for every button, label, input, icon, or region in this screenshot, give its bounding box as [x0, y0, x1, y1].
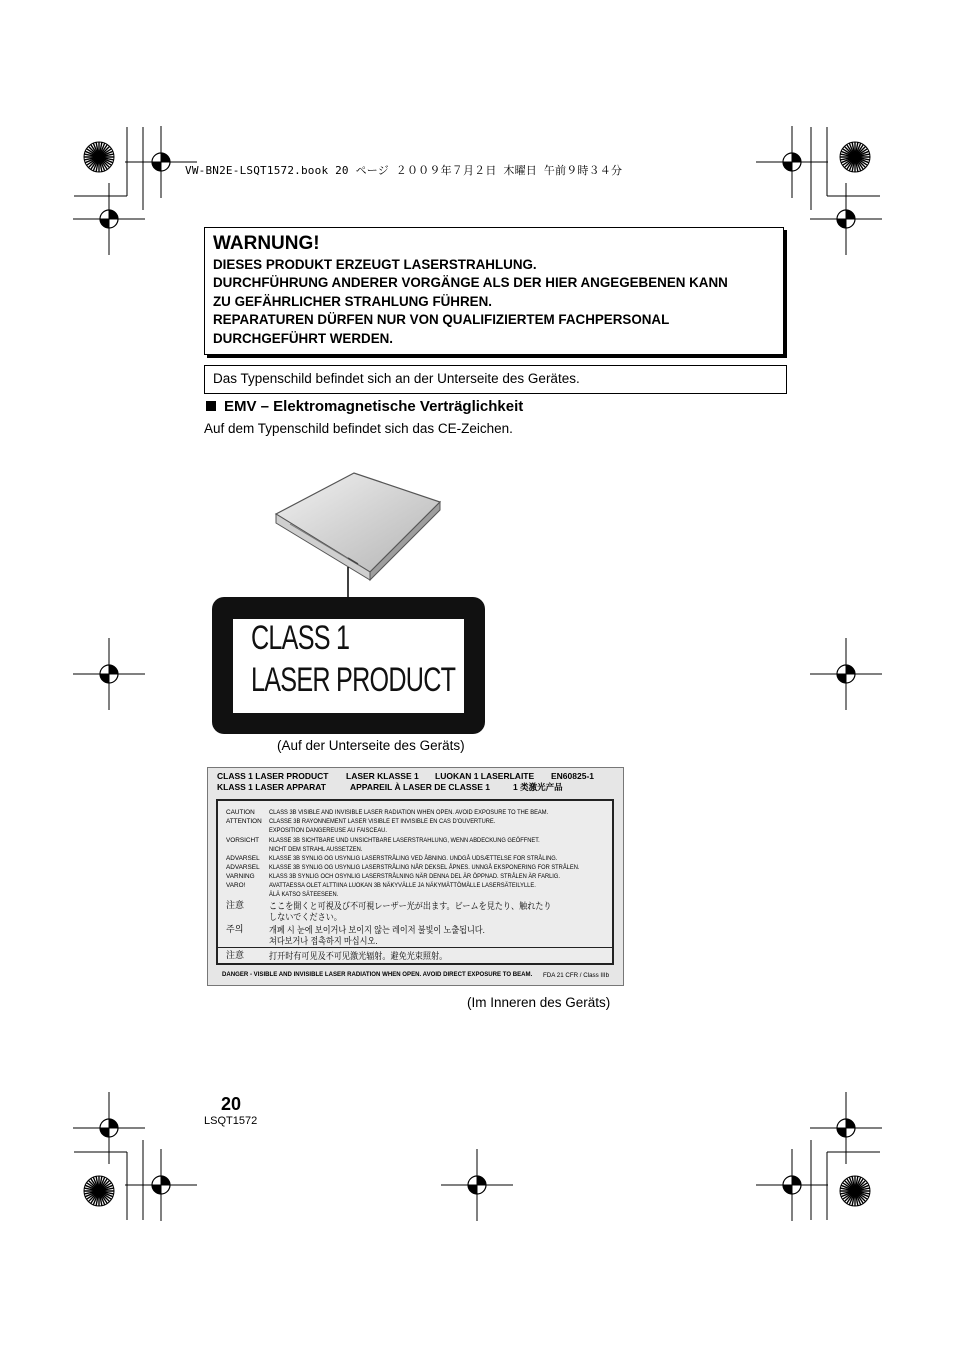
laser-class-line1: CLASS 1 — [251, 619, 350, 657]
sticker-row-korean: 주의 개폐 시 눈에 보이거나 보이지 않는 레이저 불빛이 노출됩니다. — [226, 924, 485, 935]
sticker-header-cell: LASER KLASSE 1 — [346, 771, 419, 781]
registration-cross-icon — [125, 1149, 197, 1221]
emv-text: Auf dem Typenschild befindet sich das CE-Zeichen. — [204, 421, 513, 436]
emv-heading-text: EMV – Elektromagnetische Verträglichkeit — [224, 398, 524, 415]
warning-title: WARNUNG! — [213, 233, 320, 254]
drive-illustration — [270, 468, 450, 600]
registration-cross-icon — [73, 638, 145, 710]
emv-heading — [206, 398, 523, 415]
sticker-fda-line: FDA 21 CFR / Class IIIb — [543, 972, 610, 979]
registration-cross-icon — [810, 638, 882, 710]
sticker-row: ADVARSEL KLASSE 3B SYNLIG OG USYNLIG LASERSTRÅLING NÅR DEKSEL ÅPNES. UNNGÅ EKSPONERING FOR STRÅLEN. — [226, 864, 580, 871]
sticker-header-cell: LUOKAN 1 LASERLAITE — [435, 771, 535, 781]
sticker-header-cell: APPAREIL À LASER DE CLASSE 1 — [350, 782, 490, 792]
registration-cross-icon — [441, 1149, 513, 1221]
sticker-row-japanese: 注意 ここを開くと可視及び不可視レーザー光が出ます。ビームを見たり、触れたり — [226, 900, 552, 911]
square-bullet-icon — [206, 401, 216, 411]
sticker-row: ÄLÄ KATSO SÄTEESEEN. — [269, 891, 339, 898]
sticker-row: EXPOSITION DANGEREUSE AU FAISCEAU. — [269, 827, 387, 834]
sticker-row-korean: 쳐다보거나 접촉하지 마십시오. — [269, 936, 378, 946]
warning-line: DURCHFÜHRUNG ANDERER VORGÄNGE ALS DER HIER ANGEGEBENEN KANN — [213, 275, 728, 291]
registration-cross-icon — [756, 1149, 828, 1221]
type-plate-note: Das Typenschild befindet sich an der Unterseite des Gerätes. — [204, 365, 787, 394]
document-code: LSQT1572 — [204, 1115, 258, 1127]
registration-cross-icon — [73, 183, 145, 255]
laser-label-caption: (Auf der Unterseite des Geräts) — [277, 738, 465, 753]
sticker-row: NICHT DEM STRAHL AUSSETZEN. — [269, 846, 363, 853]
registration-cross-icon — [756, 126, 828, 198]
warning-line: DURCHGEFÜHRT WERDEN. — [213, 330, 394, 346]
print-header: VW-BN2E-LSQT1572.book 20 ページ ２００９年７月２日 木曜日 午前９時３４分 — [185, 164, 623, 177]
sticker-row-japanese: しないでください。 — [269, 912, 342, 922]
sticker-caption: (Im Inneren des Geräts) — [467, 995, 611, 1010]
sticker-row: CAUTION CLASS 3B VISIBLE AND INVISIBLE LASER RADIATION WHEN OPEN. AVOID EXPOSURE TO THE BEAM. — [226, 809, 549, 816]
warning-line: REPARATUREN DÜRFEN NUR VON QUALIFIZIERTEM FACHPERSONAL — [213, 312, 670, 328]
registration-cross-icon — [73, 1092, 145, 1164]
laser-class-line2: LASER PRODUCT — [251, 661, 456, 699]
sticker-row: VARNING KLASS 3B SYNLIG OCH OSYNLIG LASERSTRÅLNING NÄR DENNA DEL ÄR ÖPPNAD. STRÅLEN ÄR FARLIG. — [226, 873, 560, 880]
sticker-header-cell: EN60825-1 — [551, 771, 595, 781]
laser-class-label-inner — [233, 619, 464, 713]
warning-box — [204, 227, 784, 355]
registration-cross-icon — [810, 183, 882, 255]
star-mark-icon — [840, 142, 870, 172]
star-mark-icon — [84, 1176, 114, 1206]
star-mark-icon — [840, 1176, 870, 1206]
sticker-row: ATTENTION CLASSE 3B RAYONNEMENT LASER VISIBLE ET INVISIBLE EN CAS D'OUVERTURE. — [226, 818, 496, 825]
sticker-row: VORSICHT KLASSE 3B SICHTBARE UND UNSICHTBARE LASERSTRAHLUNG, WENN ABDECKUNG GEÖFFNET. — [226, 837, 540, 844]
star-mark-icon — [84, 142, 114, 172]
warning-line: DIESES PRODUKT ERZEUGT LASERSTRAHLUNG. — [213, 257, 537, 272]
sticker-danger-line: DANGER - VISIBLE AND INVISIBLE LASER RADIATION WHEN OPEN. AVOID DIRECT EXPOSURE TO BEAM. — [222, 971, 533, 978]
sticker-header-cell: KLASS 1 LASER APPARAT — [217, 782, 326, 792]
sticker-header — [217, 771, 594, 793]
sticker-header-cell: 1 类激光产品 — [513, 782, 563, 792]
sticker-row: ADVARSEL KLASSE 3B SYNLIG OG USYNLIG LASERSTRÅLING VED ÅBNING. UNDGÅ UDSÆTTELSE FOR STRÅLING. — [226, 855, 558, 862]
interior-warning-sticker — [207, 767, 624, 986]
sticker-divider — [218, 947, 612, 948]
sticker-row: VARO! AVATTAESSA OLET ALTTIINA LUOKAN 3B NÄKYVÄLLE JA NÄKYMÄTTÖMÄLLE LASERSÄTEILYLLE. — [226, 882, 536, 889]
sticker-header-cell: CLASS 1 LASER PRODUCT — [217, 771, 329, 781]
sticker-warning-panel — [216, 799, 614, 965]
page-number: 20 — [221, 1094, 242, 1114]
sticker-row-chinese: 注意 打开时有可见及不可见激光辐射。避免光束照射。 — [226, 950, 448, 961]
registration-cross-icon — [810, 1092, 882, 1164]
warning-line: ZU GEFÄHRLICHER STRAHLUNG FÜHREN. — [213, 293, 492, 309]
